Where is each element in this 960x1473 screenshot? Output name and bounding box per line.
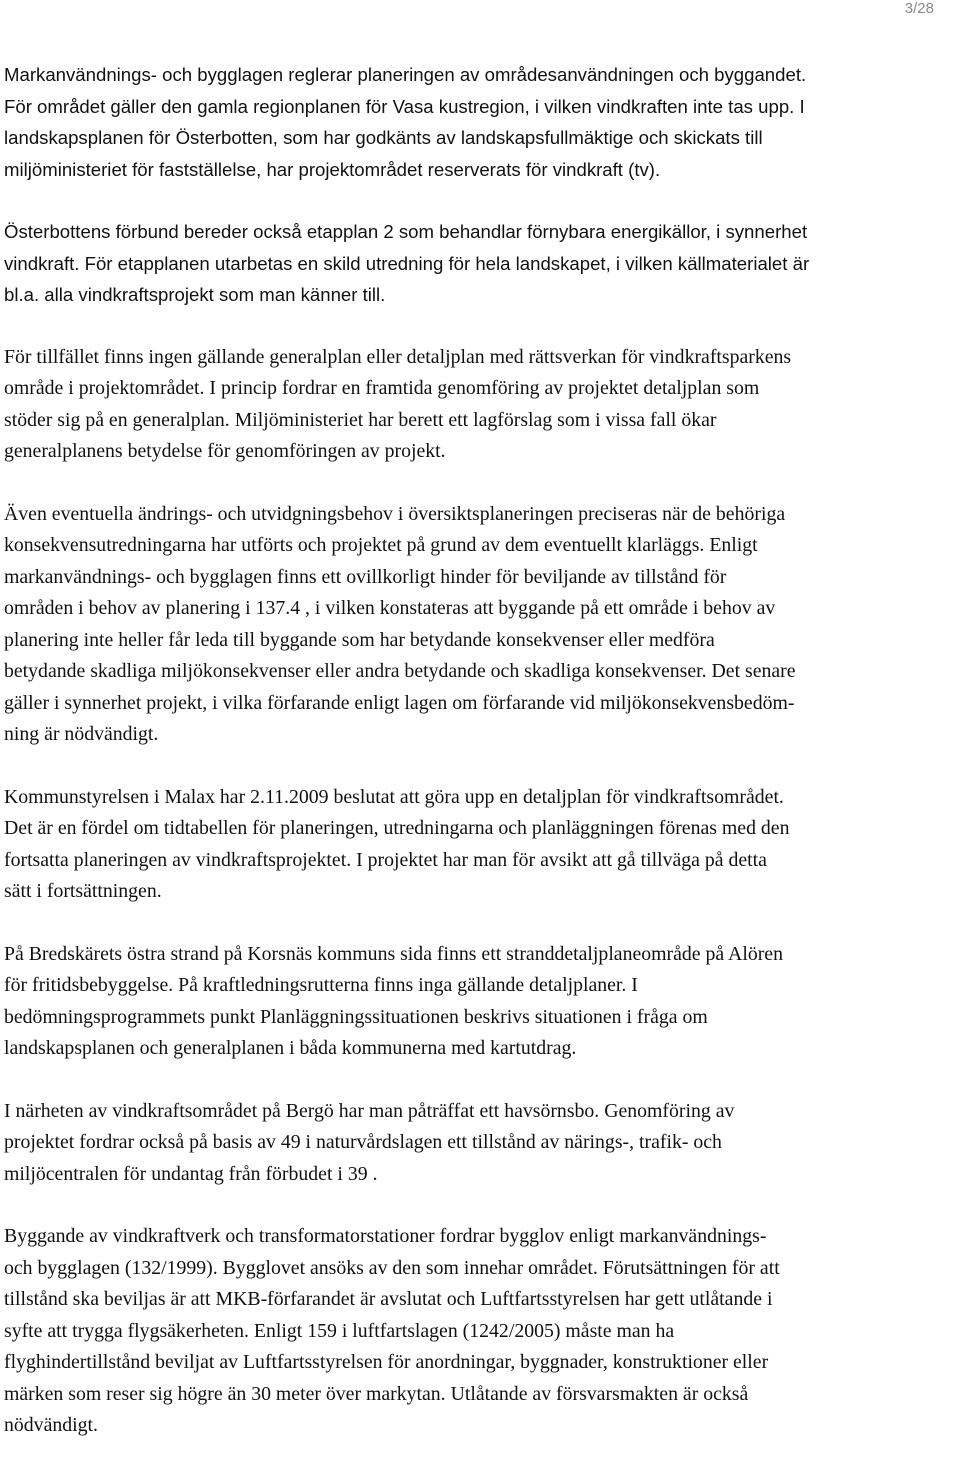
- text-line: gäller i synnerhet projekt, i vilka förfarande enligt lagen om förfarande vid miljökonsekvensbedöm-: [4, 691, 795, 714]
- text-line: bl.a. alla vindkraftsprojekt som man känner till.: [4, 284, 386, 305]
- text-line: vindkraft. För etapplanen utarbetas en skild utredning för hela landskapet, i vilken källmaterialet är: [4, 252, 810, 274]
- text-line: Kommunstyrelsen i Malax har 2.11.2009 beslutat att göra upp en detaljplan för vindkraftsområdet.: [4, 785, 784, 808]
- paragraph-malax-decision: [4, 782, 957, 908]
- text-line: För tillfället finns ingen gällande generalplan eller detaljplan med rättsverkan för vindkraftsparkens: [4, 345, 792, 368]
- text-line: landskapsplanen för Österbotten, som har godkänts av landskapsfullmäktige och skickats till: [4, 127, 763, 148]
- text-line: stöder sig på en generalplan. Miljöministeriet har berett ett lagförslag som i vissa fall ökar: [4, 408, 717, 431]
- text-line: flyghindertillstånd beviljat av Luftfartsstyrelsen för anordningar, byggnader, konstruktioner eller: [4, 1351, 769, 1373]
- text-line: och bygglagen (132/1999). Bygglovet ansöks av den som innehar området. Förutsättningen för att: [4, 1256, 780, 1279]
- text-line: bedömningsprogrammets punkt Planläggningssituationen beskrivs situationen i fråga om: [4, 1005, 708, 1028]
- text-line: syfte att trygga flygsäkerheten. Enligt 159 i luftfartslagen (1242/2005) måste man ha: [4, 1319, 675, 1342]
- paragraph-planning-law: [4, 59, 957, 185]
- text-line: tillstånd ska beviljas är att MKB-förfarandet är avslutat och Luftfartsstyrelsen har gett utlåtande i: [4, 1288, 773, 1310]
- text-line: för fritidsbebyggelse. På kraftledningsrutterna finns inga gällande detaljplaner. I: [4, 974, 638, 996]
- text-line: märken som reser sig högre än 30 meter över markytan. Utlåtande av försvarsmakten är också: [4, 1382, 749, 1405]
- paragraph-building-permit: [4, 1221, 957, 1442]
- paragraph-general-plan: [4, 342, 957, 468]
- text-line: Byggande av vindkraftverk och transformatorstationer fordrar bygglov enligt markanvändnings-: [4, 1225, 767, 1247]
- text-line: markanvändnings- och bygglagen finns ett ovillkorligt hinder för beviljande av tillstånd för: [4, 565, 727, 588]
- text-line: I närheten av vindkraftsområdet på Bergö har man påträffat ett havsörnsbo. Genomföring av: [4, 1099, 735, 1122]
- text-line: Österbottens förbund bereder också etapplan 2 som behandlar förnybara energikällor, i synnerhet: [4, 221, 808, 242]
- text-line: område i projektområdet. I princip fordrar en framtida genomföring av projektet detaljplan som: [4, 377, 760, 399]
- text-line: ning är nödvändigt.: [4, 723, 159, 745]
- text-line: generalplanens betydelse för genomföringen av projekt.: [4, 440, 446, 462]
- paragraph-bredskaret: [4, 939, 957, 1065]
- paragraph-bergo-eagle: [4, 1096, 957, 1191]
- text-line: För området gäller den gamla regionplanen för Vasa kustregion, i vilken vindkraften inte tas upp. I: [4, 95, 805, 117]
- text-line: På Bredskärets östra strand på Korsnäs kommuns sida finns ett stranddetaljplaneområde på Alören: [4, 942, 783, 965]
- text-line: Även eventuella ändrings- och utvidgningsbehov i översiktsplaneringen preciseras när de behöriga: [4, 502, 786, 525]
- text-line: projektet fordrar också på basis av 49 i naturvårdslagen ett tillstånd av närings-, trafik- och: [4, 1131, 722, 1153]
- text-line: nödvändigt.: [4, 1414, 98, 1436]
- text-line: Markanvändnings- och bygglagen reglerar planeringen av områdesanvändningen och byggandet.: [4, 64, 807, 85]
- text-line: konsekvensutredningarna har utförts och projektet på grund av dem eventuellt klarläggs. Enligt: [4, 534, 758, 556]
- paragraph-amendment-needs: [4, 499, 957, 751]
- document-body: [4, 59, 957, 1473]
- paragraph-regional-council: [4, 216, 957, 311]
- text-line: miljöministeriet för fastställelse, har projektområdet reserverats för vindkraft (tv).: [4, 158, 661, 180]
- text-line: fortsatta planeringen av vindkraftsprojektet. I projektet har man för avsikt att gå tillväga på detta: [4, 848, 767, 871]
- text-line: Det är en fördel om tidtabellen för planeringen, utredningarna och planläggningen förenas med den: [4, 817, 790, 839]
- text-line: planering inte heller får leda till byggande som har betydande konsekvenser eller medföra: [4, 628, 715, 651]
- text-line: sätt i fortsättningen.: [4, 880, 162, 902]
- text-line: miljöcentralen för undantag från förbudet i 39 .: [4, 1162, 378, 1185]
- text-line: områden i behov av planering i 137.4 , i vilken konstateras att byggande på ett område i behov av: [4, 597, 776, 619]
- text-line: betydande skadliga miljökonsekvenser eller andra betydande och skadliga konsekvenser. Det senare: [4, 660, 796, 682]
- text-line: landskapsplanen och generalplanen i båda kommunerna med kartutdrag.: [4, 1037, 577, 1059]
- page-number: 3/28: [904, 0, 934, 17]
